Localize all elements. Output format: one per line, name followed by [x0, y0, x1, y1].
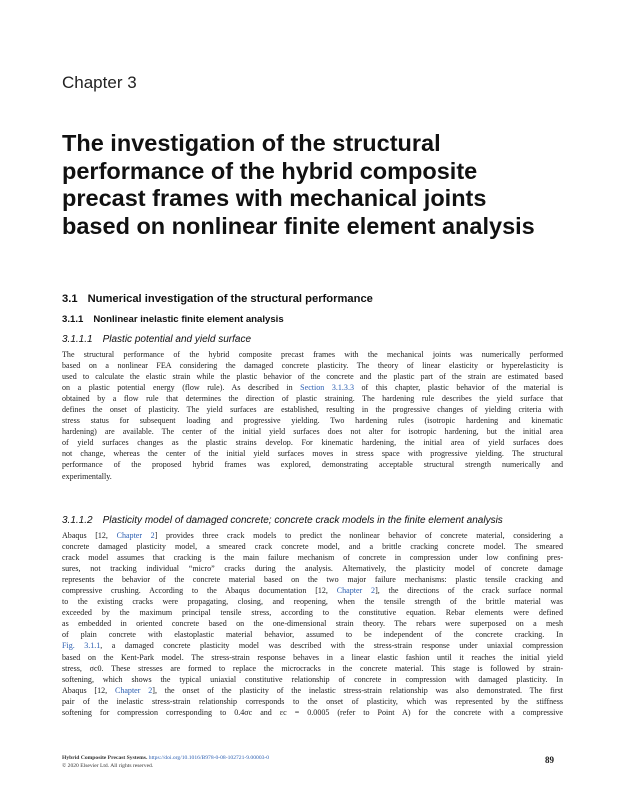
text-line: defines the onset of plasticity. The yield surfaces are established, resulting in the progressive changes of yielding criteria with [62, 405, 563, 415]
cross-reference-link[interactable]: Chapter 2 [336, 586, 376, 596]
paragraph-plastic-potential [62, 349, 563, 482]
text-line: based on a nonlinear FEA considering the damaged concrete plasticity. The theory of linear elasticity or hyperelasticity is [62, 361, 563, 371]
text-line: of plain concrete with elastoplastic material behavior, assumed to be independent of the concrete cracking. In [62, 630, 563, 640]
subsubsection-number: 3.1.1.1 [62, 334, 93, 345]
subsection-title: Nonlinear inelastic finite element analysis [93, 314, 284, 325]
text-line: on a plastic potential energy (flow rule). As described in Section 3.1.3.3 of this chapter, plastic behavior of the material is [62, 383, 563, 393]
text-line: concrete damaged plasticity model, a smeared crack concrete model, and a brittle cracking concrete model. The smeared [62, 542, 563, 552]
copyright-notice: © 2020 Elsevier Ltd. All rights reserved. [62, 763, 154, 769]
text-line: Abaqus [12, Chapter 2] provides three crack models to predict the nonlinear behavior of concrete material, considering a [62, 531, 563, 540]
doi-link[interactable]: https://doi.org/10.1016/B978-0-08-102721-9.00003-0 [148, 755, 270, 761]
title-line: based on nonlinear finite element analysis [62, 212, 535, 239]
chapter-title [62, 130, 582, 240]
text-line: to the existing cracks were propagating, closing, and reopening, when the tensile strength of the brittle material was [62, 597, 563, 607]
page-footer [62, 754, 563, 770]
text-line: based on the Kent-Park model. The stress-strain response behaves in a linear elastic fashion until it reaches the initial yield [62, 652, 563, 662]
cross-reference-link[interactable]: Chapter 2 [114, 685, 153, 695]
title-line: precast frames with mechanical joints [62, 185, 487, 211]
text-line: hardening) are available. The center of the initial yield surfaces does not alter for isotropic hardening, but the initial area [62, 427, 563, 437]
text-line: obtained by a flow rule that determines the direction of plastic straining. The hardening rule describes the yield surface that [62, 394, 563, 404]
text-line: compressive crushing. According to the Abaqus documentation [12, Chapter 2], the directions of the crack surface normal [62, 586, 563, 596]
text-line: stress status for subsequent loading and progressive yielding. Two hardening rules (isotropic hardening and kinematic [62, 416, 563, 426]
text-line: Fig. 3.1.1, a damaged concrete plasticity model was described with the stress-strain response under uniaxial compression [62, 641, 563, 651]
paragraph-damaged-concrete [62, 530, 563, 718]
text-line: sures, not tracking individual “micro” cracks during the analysis. Alternatively, the plasticity model of concrete damage [62, 564, 563, 574]
section-title: Numerical investigation of the structural performance [87, 293, 373, 305]
text-line: represents the behavior of the concrete material based on the two major failure mechanisms: plastic tensile cracking and [62, 575, 563, 585]
subsubsection-heading-2 [62, 515, 503, 526]
page-number: 89 [545, 755, 554, 765]
text-line: as embedded in oriented concrete based on the one-dimensional strain theory. The rebars were superposed on a mesh [62, 619, 563, 629]
text-line: softening for compression corresponding to 0.4σc and εc = 0.0005 (refer to Point A) for the concrete with a compressive [62, 707, 563, 717]
book-title: Hybrid Composite Precast Systems. [62, 755, 148, 761]
subsubsection-title: Plasticity model of damaged concrete; concrete crack models in the finite element analysis [102, 515, 503, 526]
subsubsection-heading-1 [62, 334, 251, 345]
text-line: experimentally. [62, 471, 112, 481]
text-line: not change, whereas the center of the initial yield surfaces moves in stress space with progressive yielding. The structural [62, 449, 563, 459]
subsection-heading [62, 314, 284, 325]
subsubsection-title: Plastic potential and yield surface [102, 334, 252, 345]
text-line: softening, which shows the typical uniaxial constitutive relationship of concrete in compression with damaged plasticity. In [62, 674, 563, 684]
text-line: The structural performance of the hybrid composite precast frames with the mechanical joints was numerically performed [62, 350, 563, 359]
section-number: 3.1 [62, 293, 78, 305]
text-line: crack model assumes that cracking is the main failure mechanism of concrete in compression under low confining pres- [62, 553, 563, 563]
text-line: Abaqus [12, Chapter 2], the onset of the plasticity of the inelastic stress-strain relationship was also demonstrated. The first [62, 685, 563, 695]
subsection-number: 3.1.1 [62, 314, 84, 325]
chapter-label: Chapter 3 [62, 73, 137, 92]
text-line: used to calculate the elastic strain while the plastic behavior of the concrete and the plastic part of the strain are estimated based [62, 372, 563, 382]
text-line: performance of the proposed hybrid frames was explored, demonstrating acceptable structural strength numerically and [62, 460, 563, 470]
cross-reference-link[interactable]: Chapter 2 [116, 531, 155, 540]
subsubsection-number: 3.1.1.2 [62, 515, 93, 526]
cross-reference-link[interactable]: Section 3.1.3.3 [300, 383, 354, 393]
title-line: The investigation of the structural [62, 130, 441, 156]
text-line: exceeded by the maximum principal tensile stress, according to the constitutive equation. Rebar elements were defined [62, 608, 563, 618]
text-line: pair of the inelastic stress-strain relationship corresponds to the onset of plasticity, which was represented by the stiffness [62, 696, 563, 706]
text-line: of yield surfaces changes as the plastic strains develop. For kinematic hardening, the initial area of yield surfaces does [62, 438, 563, 448]
text-line: stress, σc0. These stresses are formed to replace the microcracks in the concrete material. This stage is followed by strain- [62, 663, 563, 673]
cross-reference-link[interactable]: Fig. 3.1.1 [62, 641, 101, 651]
title-line: performance of the hybrid composite [62, 157, 478, 184]
section-heading [62, 293, 373, 305]
